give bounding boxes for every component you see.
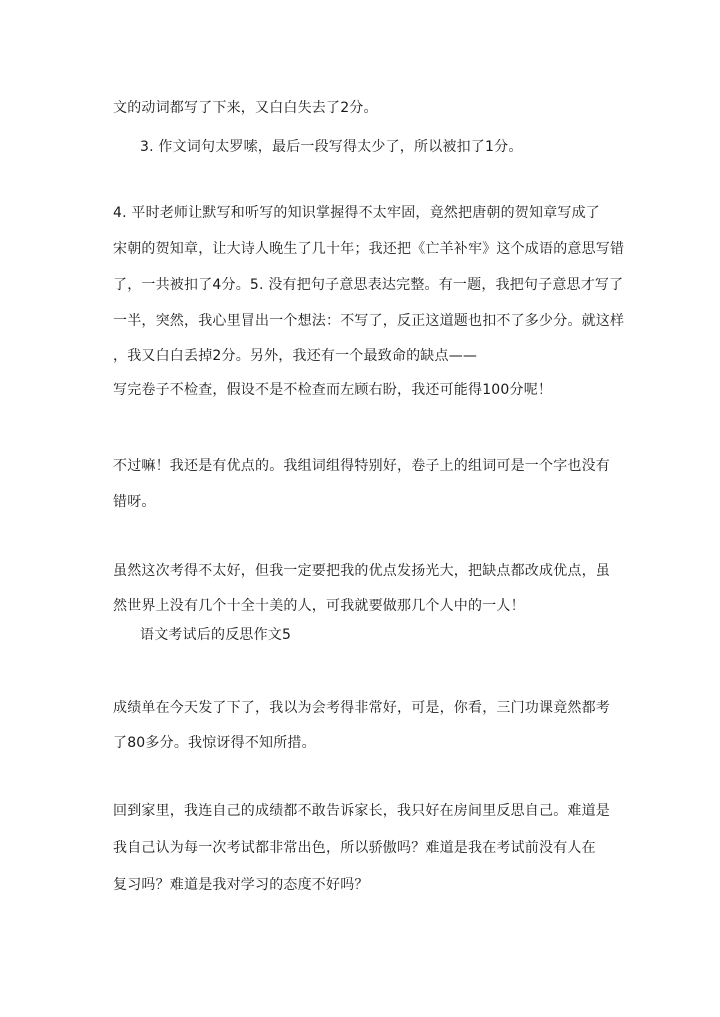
paragraph-line: 回到家里，我连自己的成绩都不敢告诉家长，我只好在房间里反思自己。难道是 [113,803,610,819]
paragraph-line: 不过嘛！我还是有优点的。我组词组得特别好，卷子上的组词可是一个字也没有 [113,458,610,474]
section-heading: 语文考试后的反思作文5 [140,627,292,643]
paragraph-line: 成绩单在今天发了下了，我以为会考得非常好，可是，你看，三门功课竟然都考 [113,700,610,716]
paragraph-line: 一半，突然，我心里冒出一个想法：不写了，反正这道题也扣不了多少分。就这样 [113,313,625,329]
paragraph-line: 然世界上没有几个十全十美的人，可我就要做那几个人中的一人！ [113,598,525,614]
paragraph-line: 宋朝的贺知章，让大诗人晚生了几十年；我还把《亡羊补牢》这个成语的意思写错 [113,241,625,257]
paragraph-line: ，我又白白丢掉2分。另外，我还有一个最致命的缺点—— [113,348,478,364]
paragraph-line: 错呀。 [113,494,156,510]
paragraph-line: 文的动词都写了下来，又白白失去了2分。 [113,100,378,116]
paragraph-line: 了80多分。我惊讶得不知所措。 [113,735,316,751]
paragraph-line: 我自己认为每一次考试都非常出色，所以骄傲吗？难道是我在考试前没有人在 [113,840,596,856]
paragraph-line: 4. 平时老师让默写和听写的知识掌握得不太牢固，竟然把唐朝的贺知章写成了 [113,205,601,221]
paragraph-line: 写完卷子不检查，假设不是不检查而左顾右盼，我还可能得100分呢！ [113,382,553,398]
paragraph-line: 3. 作文词句太罗嗦，最后一段写得太少了，所以被扣了1分。 [140,139,523,155]
paragraph-line: 虽然这次考得不太好，但我一定要把我的优点发扬光大，把缺点都改成优点，虽 [113,563,610,579]
paragraph-line: 复习吗？难道是我对学习的态度不好吗？ [113,877,369,893]
paragraph-line: 了，一共被扣了4分。5. 没有把句子意思表达完整。有一题，我把句子意思才写了 [113,277,624,293]
